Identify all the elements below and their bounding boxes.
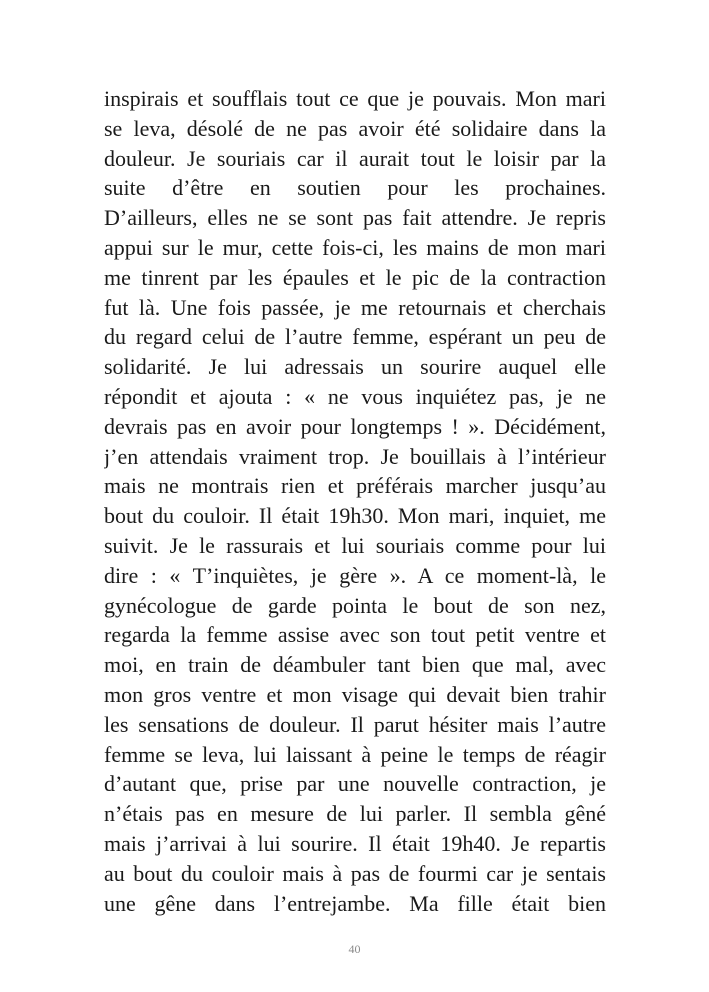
text-line: douleur. Je souriais car il aurait tout le loisir par la (104, 145, 606, 171)
text-line: une gêne dans l’entrejambe. Ma fille était bien (104, 890, 606, 916)
text-line: gynécologue de garde pointa le bout de son nez, (104, 592, 606, 618)
text-line: regarda la femme assise avec son tout petit ventre et (104, 622, 606, 648)
text-line: D’ailleurs, elles ne se sont pas fait attendre. Je repris (104, 205, 606, 231)
text-line: femme se leva, lui laissant à peine le temps de réagir (104, 741, 606, 767)
text-line: dire : « T’inquiètes, je gère ». A ce moment-là, le (104, 562, 606, 588)
text-line: inspirais et soufflais tout ce que je pouvais. Mon mari (104, 86, 606, 111)
text-line: n’étais pas en mesure de lui parler. Il sembla gêné (104, 801, 606, 827)
text-line: mon gros ventre et mon visage qui devait bien trahir (104, 681, 606, 707)
text-line: devrais pas en avoir pour longtemps ! ». Décidément, (104, 413, 606, 439)
text-line: fut là. Une fois passée, je me retournais et cherchais (104, 294, 606, 320)
text-line: se leva, désolé de ne pas avoir été solidaire dans la (104, 115, 606, 141)
text-line: moi, en train de déambuler tant bien que mal, avec (104, 652, 606, 678)
text-line: bout du couloir. Il était 19h30. Mon mari, inquiet, me (104, 503, 606, 529)
text-line: suivit. Je le rassurais et lui souriais comme pour lui (104, 532, 606, 558)
page-number: 40 (348, 942, 361, 956)
text-line: mais ne montrais rien et préférais marcher jusqu’au (104, 473, 606, 499)
text-line: me tinrent par les épaules et le pic de la contraction (104, 264, 606, 290)
text-line: solidarité. Je lui adressais un sourire auquel elle (104, 354, 606, 380)
text-line: les sensations de douleur. Il parut hésiter mais l’autre (104, 711, 606, 737)
text-line: répondit et ajouta : « ne vous inquiétez pas, je ne (104, 383, 606, 409)
text-line: appui sur le mur, cette fois-ci, les mains de mon mari (104, 234, 606, 260)
text-line: mais j’arrivai à lui sourire. Il était 19h40. Je repartis (104, 830, 606, 856)
text-line: suite d’être en soutien pour les prochaines. (104, 175, 606, 201)
text-line: au bout du couloir mais à pas de fourmi car je sentais (104, 860, 606, 886)
text-line: d’autant que, prise par une nouvelle contraction, je (104, 771, 606, 797)
text-line: du regard celui de l’autre femme, espérant un peu de (104, 324, 606, 350)
body-text (104, 84, 606, 918)
text-line: j’en attendais vraiment trop. Je bouillais à l’intérieur (104, 443, 606, 469)
